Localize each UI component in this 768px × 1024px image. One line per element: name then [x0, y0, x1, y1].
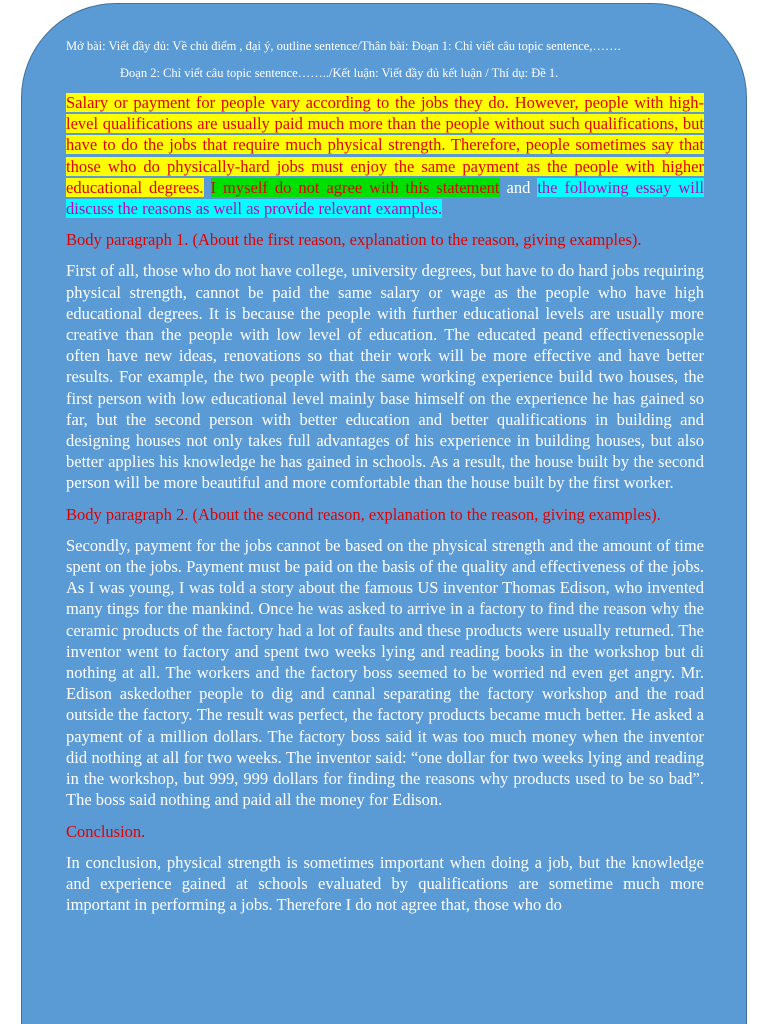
- intro-green-highlight: I myself do not agree with this statement: [210, 177, 500, 197]
- body-paragraph-1-text: First of all, those who do not have college, university degrees, but have to do hard jobs requiring physical strength, cannot be paid the same salary or wage as the people who have high educational degrees. It is because the people with further educational levels are usually more creative than the people with low level of education. The educated peand effectivenessople often have new ideas, renovations so that their work will be more effective and have better results. For example, the two people with the same working experience build two houses, the first person with low educational level mainly base himself on the experience he has gained so far, but the second person with better education and better qualifications in building and designing houses not only takes full advantages of his experience in building houses, but also better applies his knowledge he has gained in schools. As a result, the house built by the second person will be more beautiful and more comfortable than the house built by the first worker.: [66, 261, 704, 493]
- intro-and: and: [499, 177, 538, 197]
- conclusion-heading: Conclusion.: [66, 821, 146, 841]
- outline-note-line-2: Đoạn 2: Chỉ viết câu topic sentence……../Kết luận: Viết đầy đủ kết luận / Thí dụ: Đề 1.: [120, 66, 559, 80]
- intro-paragraph: [66, 92, 704, 219]
- conclusion-text: In conclusion, physical strength is sometimes important when doing a job, but the knowledge and experience gained at schools evaluated by qualifications are sometime much more important in performing a jobs. Therefore I do not agree that, those who do: [66, 852, 704, 915]
- body-paragraph-2-text: Secondly, payment for the jobs cannot be based on the physical strength and the amount of time spent on the jobs. Payment must be paid on the basis of the quality and effectiveness of the jobs. As I was young, I was told a story about the famous US inventor Thomas Edison, who invented many tings for the mankind. Once he was asked to arrive in a factory to find the reason why the ceramic products of the factory had a lot of faults and these products were usually returned. The inventor went to factory and spent two weeks lying and reading books in the workshop but di nothing at all. The workers and the factory boss seemed to be worried nd even get angry. Mr. Edison askedother people to dig and cannal separating the factory workshop and the road outside the factory. The result was perfect, the factory products became much better. He asked a payment of a million dollars. The factory boss said it was too much money when the inventor did nothing at all for two weeks. The inventor said: “one dollar for two weeks lying and reading in the workshop, but 999, 999 dollars for finding the reasons why products used to be so bad”. The boss said nothing and paid all the money for Edison.: [66, 535, 704, 810]
- intro-gap: [204, 178, 211, 197]
- outline-note-line-1: Mở bài: Viết đầy đủ: Về chủ điểm , đại ý, outline sentence/Thân bài: Đoạn 1: Chỉ viết câu topic sentence,…….: [66, 39, 621, 53]
- intro-cyan-highlight: the following essay will discuss the reasons as well as provide relevant examples.: [66, 177, 705, 219]
- body-paragraph-1-heading: Body paragraph 1. (About the first reason, explanation to the reason, giving examples).: [66, 230, 642, 250]
- intro-yellow-highlight: Salary or payment for people vary according to the jobs they do. However, people with high-level qualifications are usually paid much more than the people without such qualifications, but have to do the jobs that require much physical strength. Therefore, people sometimes say that those who do physically-hard jobs must enjoy the same payment as the people with higher educational degrees.: [66, 93, 704, 197]
- essay-content: [66, 38, 704, 925]
- body-paragraph-2-heading: Body paragraph 2. (About the second reason, explanation to the reason, giving examples).: [66, 504, 661, 524]
